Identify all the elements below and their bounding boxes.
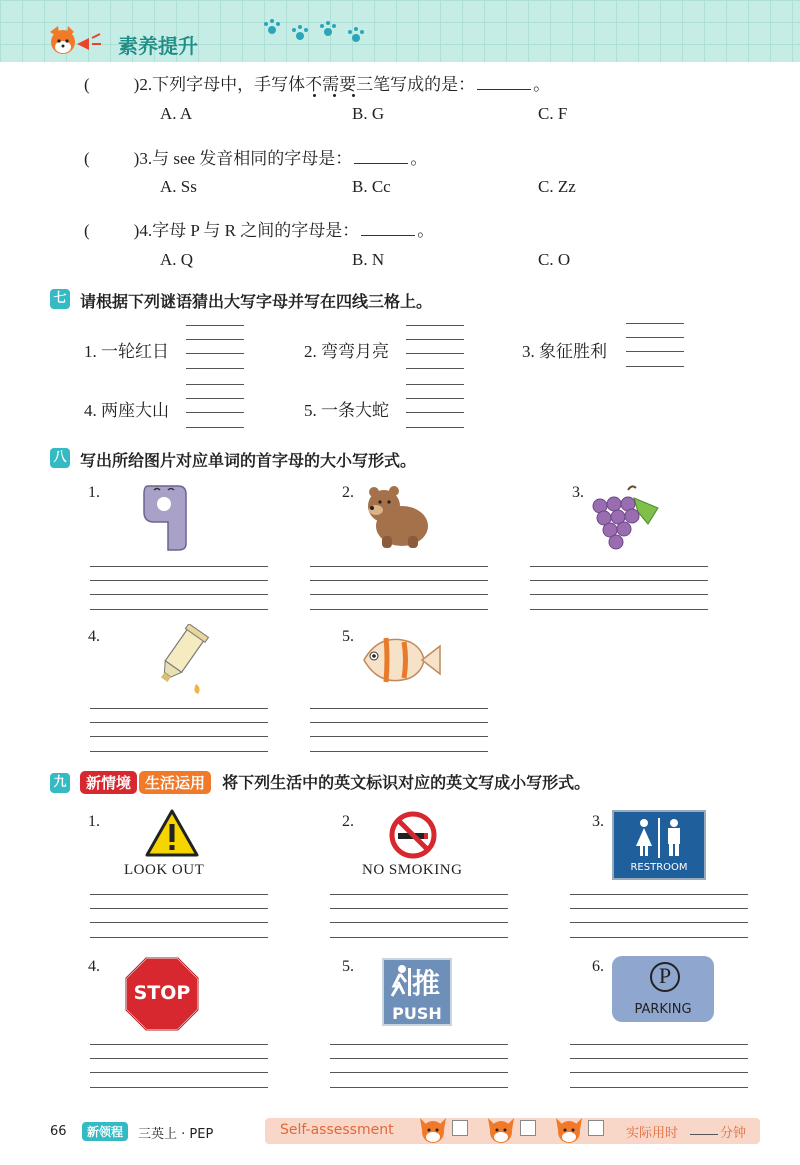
- four-line-grid[interactable]: [626, 323, 684, 367]
- parking-sign: [612, 956, 714, 1022]
- writing-lines[interactable]: [530, 566, 708, 610]
- sign-label-stop: STOP: [133, 982, 191, 1004]
- writing-lines[interactable]: [90, 708, 268, 752]
- item-number: 4.: [88, 958, 100, 975]
- fox-face-icon: [416, 1114, 450, 1144]
- writing-lines[interactable]: [310, 566, 488, 610]
- warning-triangle-icon: [144, 808, 200, 858]
- page-number: 66: [50, 1124, 67, 1139]
- no-smoking-icon: [388, 810, 438, 860]
- tag-new-context: 新情境: [80, 771, 137, 794]
- riddle-4: 4. 两座大山: [84, 401, 169, 420]
- section-9-instruction: 将下列生活中的英文标识对应的英文写成小写形式。: [222, 773, 591, 792]
- sign-label-push: PUSH: [392, 1004, 442, 1023]
- question-2: ( )2.下列字母中，手写体不需要三笔写成的是： 。: [84, 75, 551, 94]
- person-pushing-icon: [388, 964, 412, 998]
- sign-label-look-out: LOOK OUT: [124, 862, 205, 878]
- time-blank[interactable]: [690, 1134, 718, 1135]
- self-assessment-label: Self-assessment: [280, 1122, 394, 1138]
- item-number: 2.: [342, 484, 354, 501]
- book-label: 三英上 · PEP: [138, 1127, 214, 1142]
- four-line-grid[interactable]: [406, 384, 464, 428]
- writing-lines[interactable]: [310, 708, 488, 752]
- writing-lines[interactable]: [330, 1044, 508, 1088]
- grapes-icon: [588, 482, 662, 554]
- riddle-5: 5. 一条大蛇: [304, 401, 389, 420]
- option-a[interactable]: A. Ss: [160, 177, 197, 196]
- four-line-grid[interactable]: [406, 325, 464, 369]
- sign-push-chinese: 推: [412, 967, 441, 1000]
- option-a[interactable]: A. A: [160, 104, 193, 123]
- question-4: ( )4.字母 P 与 R 之间的字母是： 。: [84, 221, 435, 240]
- restroom-sign: [612, 810, 706, 880]
- writing-lines[interactable]: [330, 894, 508, 938]
- series-badge: 新领程: [82, 1122, 128, 1141]
- fox-face-icon: [484, 1114, 518, 1144]
- writing-lines[interactable]: [570, 1044, 748, 1088]
- writing-lines[interactable]: [570, 894, 748, 938]
- item-number: 1.: [88, 813, 100, 830]
- assessment-checkbox[interactable]: [452, 1120, 468, 1136]
- restroom-people-icon: [632, 818, 686, 858]
- emphasis-dots: [310, 94, 370, 100]
- option-c[interactable]: C. O: [538, 250, 571, 269]
- item-number: 5.: [342, 628, 354, 645]
- option-c[interactable]: C. F: [538, 104, 568, 123]
- item-number: 5.: [342, 958, 354, 975]
- time-unit: 分钟: [720, 1126, 747, 1141]
- paw-prints-icon: [262, 18, 372, 48]
- option-b[interactable]: B. G: [352, 104, 385, 123]
- item-number: 4.: [88, 628, 100, 645]
- bear-icon: [362, 480, 434, 552]
- option-c[interactable]: C. Zz: [538, 177, 576, 196]
- time-label: 实际用时: [626, 1126, 679, 1141]
- parking-p-letter: P: [658, 963, 672, 988]
- riddle-1: 1. 一轮红日: [84, 342, 169, 361]
- number-nine-icon: [140, 482, 190, 552]
- section-8-badge: 八: [50, 448, 70, 468]
- sign-label-no-smoking: NO SMOKING: [362, 862, 463, 878]
- fish-icon: [360, 624, 442, 696]
- writing-lines[interactable]: [90, 1044, 268, 1088]
- four-line-grid[interactable]: [186, 325, 244, 369]
- four-line-grid[interactable]: [186, 384, 244, 428]
- sign-label-restroom: RESTROOM: [630, 862, 688, 873]
- section-7-badge: 七: [50, 289, 70, 309]
- section-8-instruction: 写出所给图片对应单词的首字母的大小写形式。: [80, 451, 417, 470]
- glue-tube-icon: [142, 624, 214, 696]
- question-3: ( )3.与 see 发音相同的字母是： 。: [84, 149, 428, 168]
- section-9-badge: 九: [50, 773, 70, 793]
- option-a[interactable]: A. Q: [160, 250, 194, 269]
- header-title: 素养提升: [118, 34, 198, 58]
- riddle-3: 3. 象征胜利: [522, 342, 607, 361]
- item-number: 1.: [88, 484, 100, 501]
- tag-life-use: 生活运用: [139, 771, 211, 794]
- writing-lines[interactable]: [90, 894, 268, 938]
- riddle-2: 2. 弯弯月亮: [304, 342, 389, 361]
- answer-blank[interactable]: [361, 221, 415, 236]
- section-7-instruction: 请根据下列谜语猜出大写字母并写在四线三格上。: [80, 292, 433, 311]
- fox-mascot-icon: [44, 24, 104, 60]
- option-b[interactable]: B. N: [352, 250, 385, 269]
- answer-blank[interactable]: [477, 75, 531, 90]
- item-number: 6.: [592, 958, 604, 975]
- writing-lines[interactable]: [90, 566, 268, 610]
- assessment-checkbox[interactable]: [520, 1120, 536, 1136]
- item-number: 3.: [592, 813, 604, 830]
- item-number: 2.: [342, 813, 354, 830]
- fox-face-icon: [552, 1114, 586, 1144]
- push-sign: [382, 958, 452, 1026]
- option-b[interactable]: B. Cc: [352, 177, 391, 196]
- section-9-header: [80, 770, 590, 794]
- sign-label-parking: PARKING: [634, 1002, 692, 1017]
- item-number: 3.: [572, 484, 584, 501]
- answer-blank[interactable]: [354, 149, 408, 164]
- assessment-checkbox[interactable]: [588, 1120, 604, 1136]
